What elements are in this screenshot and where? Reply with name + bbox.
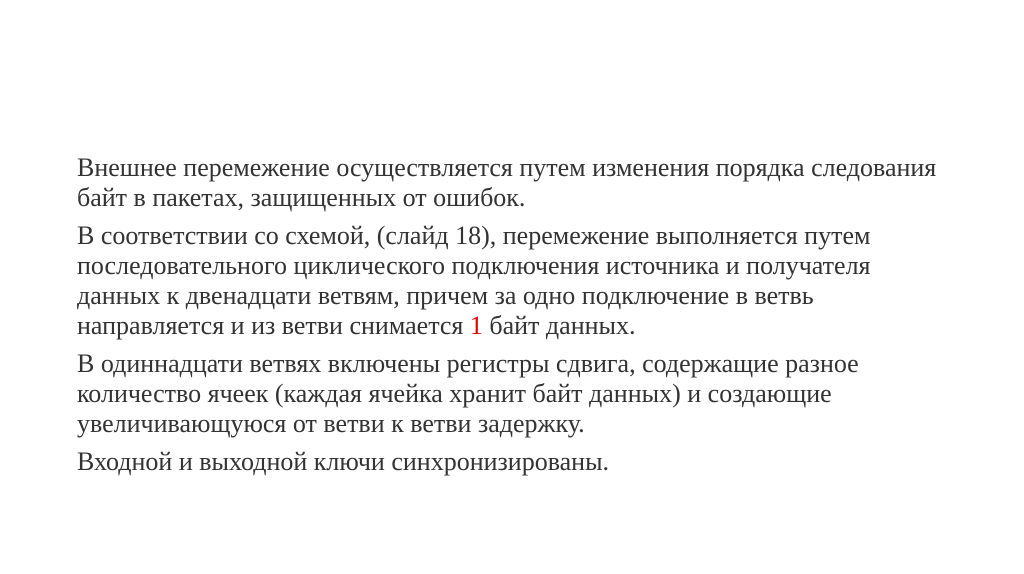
highlighted-number: 1 [469, 311, 483, 340]
paragraph-4-text: Входной и выходной ключи синхронизированы. [77, 447, 610, 476]
paragraph-scheme-description [77, 221, 957, 341]
paragraph-synchronized-keys [77, 447, 957, 477]
paragraph-shift-registers [77, 349, 957, 439]
paragraph-external-interleaving [77, 153, 957, 213]
paragraph-1-text: Внешнее перемежение осуществляется путем изменения порядка следования байт в пакетах, защищенных от ошибок. [77, 153, 937, 212]
slide-body-text [77, 153, 957, 485]
paragraph-2-text-start: В соответствии со схемой, (слайд 18), перемежение выполняется путем последовательного циклического подключения источника и получателя данных к двенадцати ветвям, причем за одно подключение в ветвь направляется и из ветви снимается [77, 221, 871, 340]
paragraph-3-text: В одиннадцати ветвях включены регистры сдвига, содержащие разное количество ячеек (каждая ячейка хранит байт данных) и создающие увеличивающуюся от ветви к ветви задержку. [77, 349, 859, 438]
paragraph-2-text-end: байт данных. [482, 311, 636, 340]
